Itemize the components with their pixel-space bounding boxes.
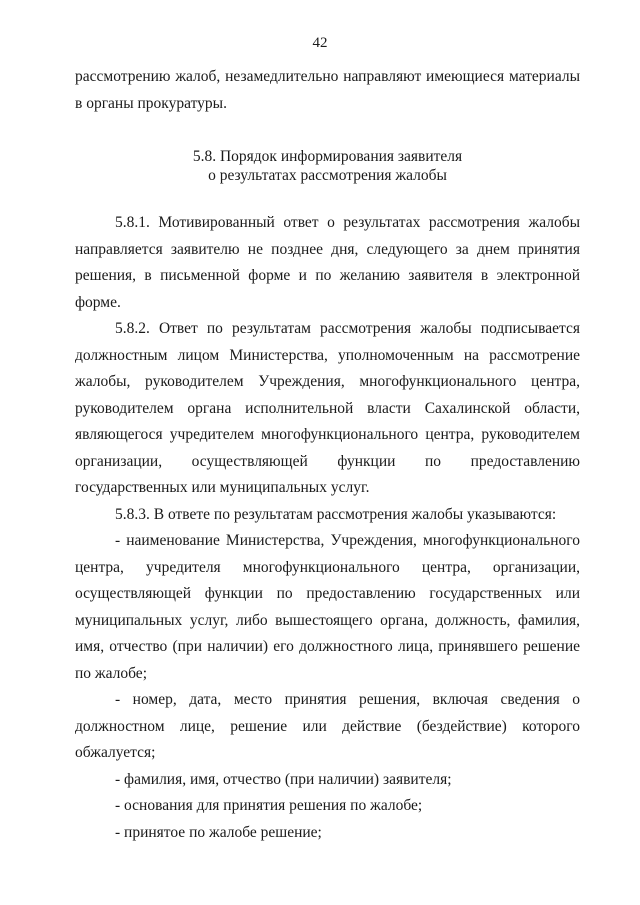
list-item: - номер, дата, место принятия решения, включая сведения о должностном лице, решение или действие (бездействие) которого обжалуется; (75, 691, 580, 761)
section-heading-line-1: 5.8. Порядок информирования заявителя (192, 148, 463, 165)
list-item: - основания для принятия решения по жалобе; (115, 797, 423, 814)
section-heading (75, 147, 580, 185)
document-body (75, 64, 580, 846)
list-item: - принятое по жалобе решение; (115, 823, 322, 841)
paragraph-5-8-2: 5.8.2. Ответ по результатам рассмотрения жалобы подписывается должностным лицом Министерства, уполномоченным на рассмотрение жалобы, руководителем Учреждения, многофункционального центра, руководителем органа исполнительной власти Сахалинской области, являющегося учредителем многофункционального центра, руководителем организации, осуществляющей функции по предоставлению государственных или муниципальных услуг. (75, 320, 580, 496)
section-heading-line-2: о результатах рассмотрения жалобы (208, 167, 447, 184)
paragraph-5-8-1: 5.8.1. Мотивированный ответ о результатах рассмотрения жалобы направляется заявителю не позднее дня, следующего за днем принятия решения, в письменной форме и по желанию заявителя в электронной форме. (75, 214, 580, 311)
list-item: - наименование Министерства, Учреждения, многофункционального центра, учредителя многофункционального центра, организации, осуществляющей функции по предоставлению государственных или муниципальных услуг, либо вышестоящего органа, должность, фамилия, имя, отчество (при наличии) его должностного лица, принявшего решение по жалобе; (75, 532, 580, 682)
list-item: - фамилия, имя, отчество (при наличии) заявителя; (115, 770, 452, 788)
paragraph-continuation: рассмотрению жалоб, незамедлительно направляют имеющиеся материалы в органы прокуратуры. (75, 68, 580, 112)
paragraph-5-8-3: 5.8.3. В ответе по результатам рассмотрения жалобы указываются: (115, 505, 557, 523)
page-number: 42 (312, 35, 328, 51)
